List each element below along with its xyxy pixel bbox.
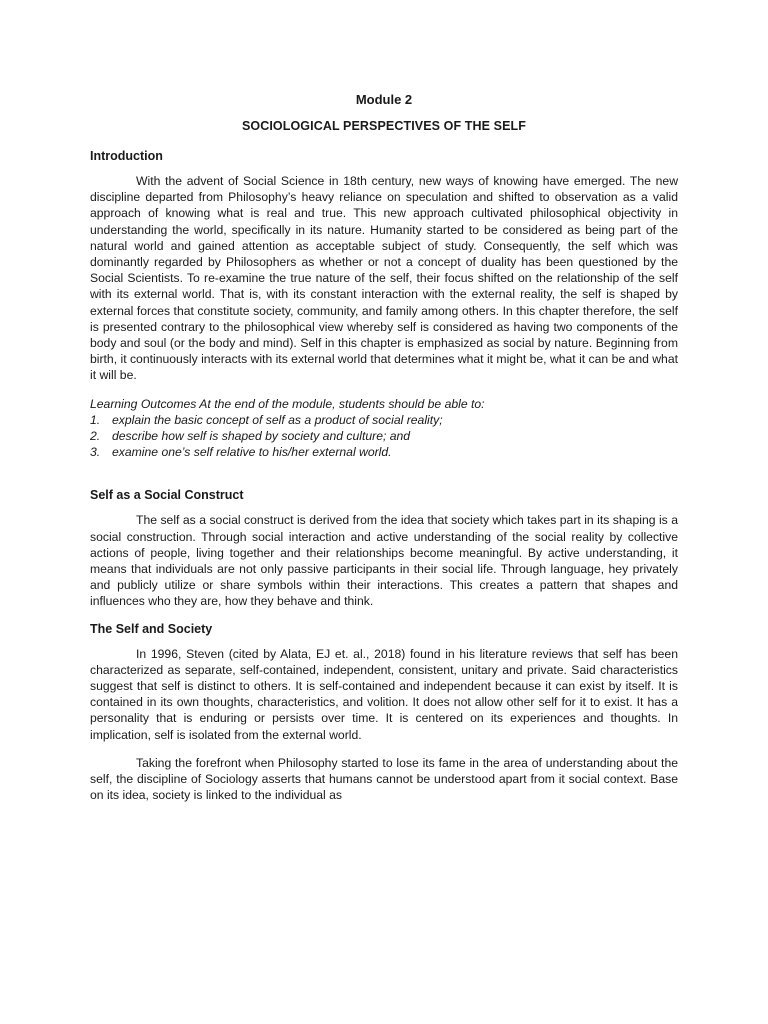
learning-outcomes-list xyxy=(90,412,678,461)
self-society-heading: The Self and Society xyxy=(90,621,213,636)
list-item-number: 1. xyxy=(90,412,101,427)
list-item xyxy=(90,412,678,428)
list-item-text: examine one’s self relative to his/her external world. xyxy=(112,445,392,460)
social-construct-heading: Self as a Social Construct xyxy=(90,488,244,503)
list-item-text: describe how self is shaped by society and culture; and xyxy=(112,429,411,444)
social-construct-paragraph: The self as a social construct is derived from the idea that society which takes part in its shaping is a social construction. Through social interaction and active understanding of the social reality by collective actions of people, living together and their relationships become meaningful. By active understanding, it means that individuals are not only passive participants in their social life. Through language, hey privately and publicly utilize or share symbols within their interactions. This creates a pattern that shapes and influences who they are, how they behave and think. xyxy=(90,513,678,609)
page-title: SOCIOLOGICAL PERSPECTIVES OF THE SELF xyxy=(241,119,527,133)
list-item xyxy=(90,444,678,460)
list-item-text: explain the basic concept of self as a product of social reality; xyxy=(112,412,443,427)
module-label: Module 2 xyxy=(355,92,413,107)
list-item xyxy=(90,428,678,444)
self-society-paragraph-2: Taking the forefront when Philosophy started to lose its fame in the area of understanding about the self, the discipline of Sociology asserts that humans cannot be understood apart from it social context. Base on its idea, society is linked to the individual as xyxy=(90,755,678,803)
self-society-paragraph-1: In 1996, Steven (cited by Alata, EJ et. al., 2018) found in his literature reviews that self has been characterized as separate, self-contained, independent, consistent, unitary and private. Said characteristics suggest that self is distinct to others. It is self-contained and independent because it can exist by itself. It is contained in its own thoughts, characteristics, and volition. It does not allow other self for it to exist. It has a personality that is enduring or persists over time. It is centered on its experiences and thoughts. In implication, self is isolated from the external world. xyxy=(90,646,678,742)
list-item-number: 3. xyxy=(90,445,101,460)
introduction-paragraph: With the advent of Social Science in 18th century, new ways of knowing have emerged. The new discipline departed from Philosophy’s heavy reliance on speculation and shifted to observation as a valid approach of knowing what is real and true. This new approach cultivated philosophical objectivity in understanding the world, specifically in its nature. Humanity started to be considered as being part of the natural world and gained attention as acceptable subject of study. Consequently, the self which was dominantly regarded by Philosophers as whether or not a concept of duality has been questioned by the Social Scientists. To re-examine the true nature of the self, their focus shifted on the relationship of the self with its external world. That is, with its constant interaction with the external reality, the self is shaped by external forces that constitute society, community, and family among others. In this chapter therefore, the self is presented contrary to the philosophical view whereby self is considered as having two components of the body and soul (or the body and mind). Self in this chapter is emphasized as social by nature. Beginning from birth, it continuously interacts with its external world that determines what it might be, what it can be and what it will be. xyxy=(90,174,678,383)
learning-outcomes-lead: Learning Outcomes At the end of the module, students should be able to: xyxy=(90,396,485,411)
introduction-heading: Introduction xyxy=(90,149,163,163)
list-item-number: 2. xyxy=(90,429,101,444)
learning-outcomes xyxy=(90,396,678,461)
